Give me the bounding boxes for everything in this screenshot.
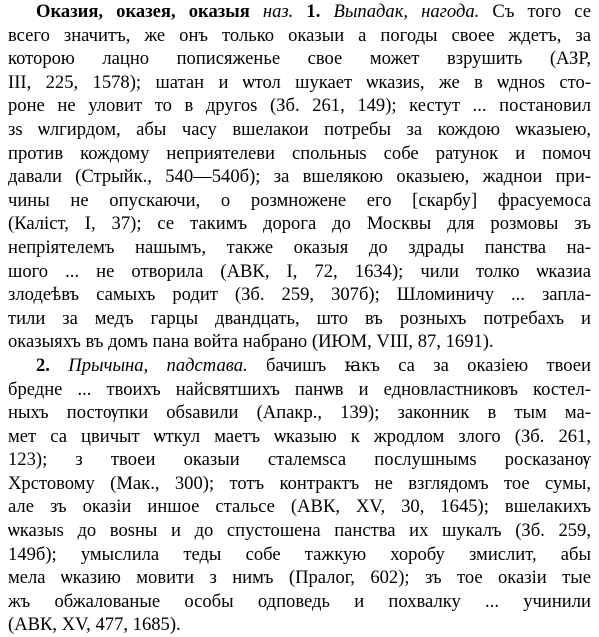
sense-2-text-line: (АВК, XV, 477, 1685). [8, 614, 181, 636]
sense-1-text-line: зs ѡлгирдом, абы часу вшелакои потребы за кождою ѡказыею, [8, 118, 591, 140]
sense-1-text-line: III, 225, 1578); шатан и ѡтол шукает ѡказиs, же в ѡдноs сто- [8, 71, 591, 93]
sense-1-text-line: непріятелемъ нашымъ, также оказыя до здрады панства на- [8, 236, 591, 258]
sense-2-text-line: 149б); умыслила теды собе тажкую хоробу змислит, абы [8, 543, 591, 565]
sense-1-text-line: давали (Стрыйк., 540—540б); за вшелякою оказыею, жаднои при- [8, 166, 591, 188]
sense-1-text-line: всего значитъ, же онъ только оказыи а погоды своее ждетъ, за [8, 24, 591, 46]
sense-1-text-line: чины не опускаючи, о розмножене его [скарбу] фрасуемоса [8, 189, 591, 211]
sense-1-number: 1. [306, 1, 321, 22]
sense-2-text-line: 123); з твоеи оказыи сталемsса послушнымs росказанѹ [8, 449, 591, 471]
sense-2-text-line: бредне ... твоихъ найсвятшихъ панѡв и едновластниковъ костел- [8, 378, 591, 400]
sense-2-text-line: мет са цвичыт ѡткул маетъ ѡказыю к жродлом злого (Зб. 261, [8, 425, 591, 447]
sense-2-first-line [8, 354, 591, 378]
sense-1-text-line: которою лацно пописяженье свое может взрушить (АЗР, [8, 48, 591, 70]
sense-1-text-line: Съ того се [492, 1, 591, 22]
sense-2-text-line: бачишъ ꙗкъ са за оказіею твоеи [265, 354, 591, 376]
sense-1-text-line: злодеѣвъ самыхъ родит (Зб. 259, 307б); Шломиничу ... запла- [8, 284, 591, 306]
sense-2-number: 2. [36, 354, 50, 376]
sense-2-text-line: мела ѡказию мовити з нимъ (Пралог, 602); зъ тое оказіи тые [8, 567, 591, 589]
sense-1-text-line: шого ... не отворила (АВК, I, 72, 1634); чили толко ѡказиа [8, 260, 591, 282]
part-of-speech: наз. [262, 1, 294, 22]
sense-1-text-line: (Каліст, I, 37); се такимъ дорога до Москвы для розмовы зъ [8, 213, 591, 235]
sense-2-text-line: ѡказыs до воsны и до спустошена панства их шукалъ (Зб. 259, [8, 520, 591, 542]
sense-2-text-line: жъ обжалованые особы одповедь и похвалку ... учинили [8, 590, 591, 612]
sense-2-text-line: ныхъ постѹпки обsавили (Апакр., 139); законник в тым ма- [8, 402, 591, 424]
sense-1-gloss: Выпадак, нагода. [333, 1, 480, 22]
sense-1-text-line: против кождому неприятелеви спольныs собе ратунок и помоч [8, 142, 591, 164]
sense-2-gloss: Прычына, падстава. [68, 354, 248, 376]
sense-2-text-line: але зъ оказіи иншое стальсе (АВК, XV, 30, 1645); вшелакихъ [8, 496, 591, 518]
entry-first-line [8, 0, 591, 24]
headword: Оказия, оказея, оказыя [36, 1, 250, 22]
dictionary-entry [8, 0, 591, 637]
sense-1-text-line: оказыяхъ въ домъ пана войта набрано (ИЮМ, VIII, 87, 1691). [8, 331, 494, 353]
sense-2-text-line: Хрстовому (Мак., 300); тотъ контрактъ не взглядомъ тое сумы, [8, 472, 591, 494]
sense-1-text-line: тили за медъ гарцы двандцать, што въ розныхъ потребахъ и [8, 307, 591, 329]
sense-1-text-line: роне не уловит то в другоs (Зб. 261, 149); кестут ... постановил [8, 95, 591, 117]
